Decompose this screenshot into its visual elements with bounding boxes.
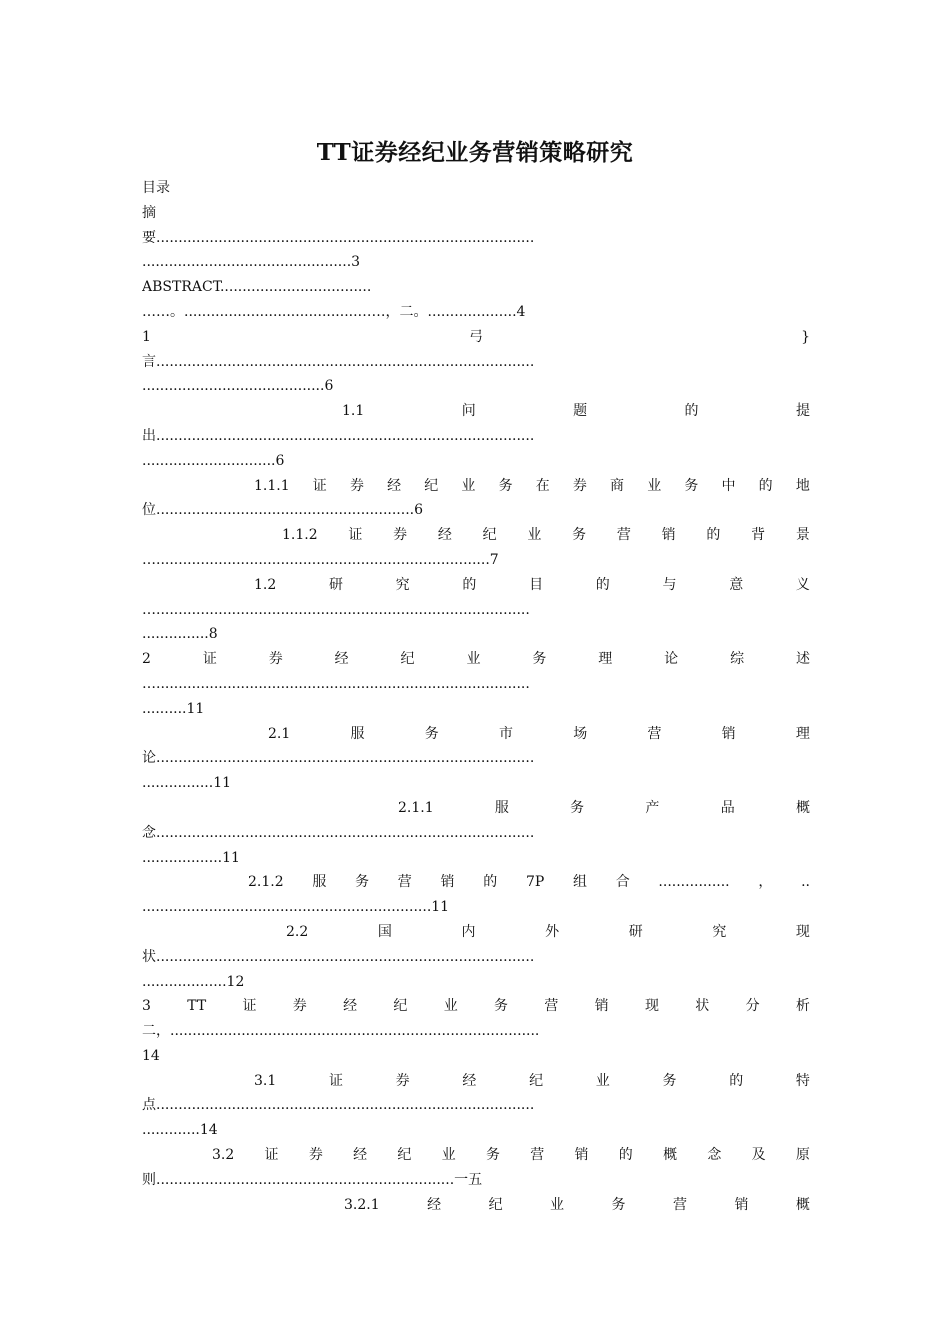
toc-line: .............14 (142, 1122, 218, 1139)
toc-token: 念 (707, 1147, 722, 1164)
toc-token: 纪 (393, 998, 408, 1015)
toc-token: 经 (437, 527, 452, 544)
toc-token: 原 (795, 1147, 810, 1164)
toc-token: 背 (751, 527, 766, 544)
toc-line: 二，................................................................................... (142, 1023, 540, 1040)
toc-token: 提 (795, 403, 810, 420)
toc-token: 证 (202, 651, 217, 668)
toc-token: 业 (595, 1072, 610, 1089)
document-title: TT证券经纪业务营销策略研究 (316, 139, 634, 166)
toc-token: 销 (574, 1147, 589, 1164)
toc-token: 务 (611, 1196, 626, 1213)
toc-token: 券 (349, 477, 364, 494)
toc-token: 的 (483, 874, 498, 891)
toc-token: 研 (628, 923, 643, 940)
toc-token: 营 (397, 874, 412, 891)
toc-token: 品 (720, 799, 735, 816)
toc-token: 服 (312, 874, 327, 891)
toc-token: 证 (328, 1072, 343, 1089)
toc-token: 国 (377, 923, 392, 940)
toc-token: .. (801, 874, 810, 891)
toc-token: 经 (334, 651, 349, 668)
toc-token: 业 (466, 651, 481, 668)
toc-token: 组 (572, 874, 587, 891)
toc-line (142, 1193, 810, 1218)
toc-line: …...........................................................................7 (142, 551, 499, 568)
toc-token: 题 (573, 403, 588, 420)
toc-line: .................................................................11 (142, 899, 450, 916)
toc-token: 7P (525, 874, 545, 891)
toc-token: 2.1.1 (398, 799, 434, 816)
toc-token: 的 (706, 527, 721, 544)
toc-token: 业 (441, 1147, 456, 1164)
toc-token: 概 (663, 1147, 678, 1164)
toc-token: 经 (427, 1196, 442, 1213)
toc-token: ， (758, 874, 773, 891)
toc-token: 纪 (482, 527, 497, 544)
toc-token: 销 (440, 874, 455, 891)
toc-token: 状 (695, 998, 710, 1015)
toc-line: 念..................................................................................... (142, 824, 535, 841)
toc-line: 14 (142, 1047, 160, 1064)
toc-token: 3.1 (254, 1072, 277, 1089)
toc-token: 营 (530, 1147, 545, 1164)
toc-token: 券 (292, 998, 307, 1015)
toc-line (142, 474, 810, 499)
toc-token: 券 (268, 651, 283, 668)
toc-token: 经 (343, 998, 358, 1015)
toc-token: 经 (353, 1147, 368, 1164)
toc-token: ................ (658, 874, 730, 891)
toc-token: 3.2 (212, 1147, 235, 1164)
toc-token: 1.1.2 (282, 527, 318, 544)
toc-token: 的 (462, 576, 477, 593)
toc-token: 证 (264, 1147, 279, 1164)
toc-token: 券 (308, 1147, 323, 1164)
toc-token: 证 (312, 477, 327, 494)
toc-token: 服 (494, 799, 509, 816)
toc-token: 的 (684, 403, 699, 420)
toc-line (142, 325, 810, 350)
toc-token: 分 (745, 998, 760, 1015)
toc-line (142, 1069, 810, 1094)
toc-token: 营 (544, 998, 559, 1015)
toc-line: 出..................................................................................... (142, 427, 535, 444)
toc-token: 纪 (488, 1196, 503, 1213)
toc-line: 位..........................................................6 (142, 502, 424, 519)
toc-line (142, 870, 810, 895)
toc-token: 业 (443, 998, 458, 1015)
toc-token: 1.1.1 (254, 477, 290, 494)
toc-token: 究 (712, 923, 727, 940)
toc-token: 务 (684, 477, 699, 494)
toc-token: 目 (529, 576, 544, 593)
toc-token: 2.1 (268, 725, 291, 742)
toc-token: 3.2.1 (344, 1196, 380, 1213)
toc-token: 券 (393, 527, 408, 544)
toc-token: 概 (795, 1196, 810, 1213)
toc-token: 的 (758, 477, 773, 494)
toc-token: 服 (350, 725, 365, 742)
toc-line: 要..................................................................................... (142, 229, 535, 246)
toc-token: 特 (795, 1072, 810, 1089)
toc-line (142, 523, 810, 548)
toc-token: 理 (795, 725, 810, 742)
toc-token: 务 (498, 477, 513, 494)
toc-line: 点..................................................................................... (142, 1097, 535, 1114)
toc-line: ................11 (142, 775, 232, 792)
toc-token: 务 (572, 527, 587, 544)
toc-token: 合 (615, 874, 630, 891)
toc-line: ….................................................................................... (142, 675, 530, 692)
toc-token: 纪 (424, 477, 439, 494)
toc-token: 2 (142, 651, 151, 668)
toc-token: 务 (494, 998, 509, 1015)
toc-token: 的 (595, 576, 610, 593)
toc-token: 1.1 (342, 403, 365, 420)
toc-line: ……。.......................................……，二。....................4 (142, 303, 526, 320)
toc-token: 销 (661, 527, 676, 544)
toc-line: 则...................................................................一五 (142, 1171, 483, 1188)
toc-line (142, 1143, 810, 1168)
toc-line: .........................................6 (142, 378, 334, 395)
toc-token: 业 (461, 477, 476, 494)
toc-token: 营 (616, 527, 631, 544)
toc-token: 的 (618, 1147, 633, 1164)
toc-line: ..............................6 (142, 452, 285, 469)
toc-token: 券 (395, 1072, 410, 1089)
toc-token: 现 (644, 998, 659, 1015)
toc-token: 营 (647, 725, 662, 742)
toc-token: 综 (730, 651, 745, 668)
toc-token: 现 (795, 923, 810, 940)
toc-token: 业 (527, 527, 542, 544)
toc-token: 1.2 (254, 576, 277, 593)
toc-token: 纪 (397, 1147, 412, 1164)
toc-line: ..................11 (142, 849, 240, 866)
toc-line: ...................12 (142, 973, 245, 990)
toc-token: 券 (572, 477, 587, 494)
toc-token: 2.1.2 (248, 874, 284, 891)
toc-token: 1 (142, 328, 151, 345)
toc-token: 地 (795, 477, 810, 494)
toc-token: 3 (142, 998, 151, 1015)
toc-token: 弓 (469, 328, 483, 345)
toc-token: 经 (462, 1072, 477, 1089)
toc-token: 产 (645, 799, 660, 816)
toc-token: 销 (594, 998, 609, 1015)
toc-token: 营 (672, 1196, 687, 1213)
toc-token: 究 (395, 576, 410, 593)
toc-token: 务 (570, 799, 585, 816)
toc-token: 析 (795, 998, 810, 1015)
toc-token: 务 (355, 874, 370, 891)
toc-token: 商 (610, 477, 625, 494)
toc-token: 证 (348, 527, 363, 544)
toc-line: ...............................................3 (142, 254, 361, 271)
toc-line: ..........11 (142, 700, 205, 717)
toc-token: 市 (498, 725, 513, 742)
toc-line (142, 796, 810, 821)
toc-token: 的 (729, 1072, 744, 1089)
toc-line: ...............8 (142, 626, 218, 643)
toc-token: 务 (485, 1147, 500, 1164)
toc-token: 与 (662, 576, 677, 593)
toc-token: 务 (532, 651, 547, 668)
toc-token: 概 (795, 799, 810, 816)
toc-token: 述 (795, 651, 810, 668)
toc-token: 外 (545, 923, 560, 940)
toc-line: ….................................................................................... (142, 601, 530, 618)
toc-line (142, 920, 810, 945)
toc-token: 场 (573, 725, 588, 742)
toc-token: 纪 (400, 651, 415, 668)
toc-line (142, 647, 810, 672)
toc-token: 业 (550, 1196, 565, 1213)
toc-token: 销 (721, 725, 736, 742)
toc-token: 论 (664, 651, 679, 668)
toc-token: 问 (461, 403, 476, 420)
toc-line: ABSTRACT.................................. (142, 279, 372, 296)
toc-token: 经 (387, 477, 402, 494)
toc-line (142, 573, 810, 598)
toc-token: 务 (662, 1072, 677, 1089)
toc-token: 业 (647, 477, 662, 494)
toc-token: 务 (424, 725, 439, 742)
toc-token: 理 (598, 651, 613, 668)
toc-token: 景 (795, 527, 810, 544)
toc-token: TT (187, 998, 207, 1015)
toc-token: 意 (729, 576, 744, 593)
toc-token: 2.2 (286, 923, 309, 940)
toc-line: 状..................................................................................... (142, 948, 535, 965)
toc-token: } (801, 328, 810, 345)
toc-token: 在 (535, 477, 550, 494)
toc-token: 内 (461, 923, 476, 940)
toc-token: 证 (242, 998, 257, 1015)
toc-line: 言..................................................................................... (142, 353, 535, 370)
toc-token: 义 (795, 576, 810, 593)
toc-line: 目录 (142, 180, 170, 196)
toc-token: 中 (721, 477, 736, 494)
table-of-contents (142, 176, 810, 1217)
toc-token: 及 (751, 1147, 766, 1164)
toc-token: 研 (328, 576, 343, 593)
toc-line (142, 994, 810, 1019)
toc-line (142, 722, 810, 747)
toc-token: 销 (734, 1196, 749, 1213)
toc-line: 论..................................................................................... (142, 750, 535, 767)
toc-line: 摘 (142, 204, 156, 221)
toc-line (142, 399, 810, 424)
toc-token: 纪 (529, 1072, 544, 1089)
